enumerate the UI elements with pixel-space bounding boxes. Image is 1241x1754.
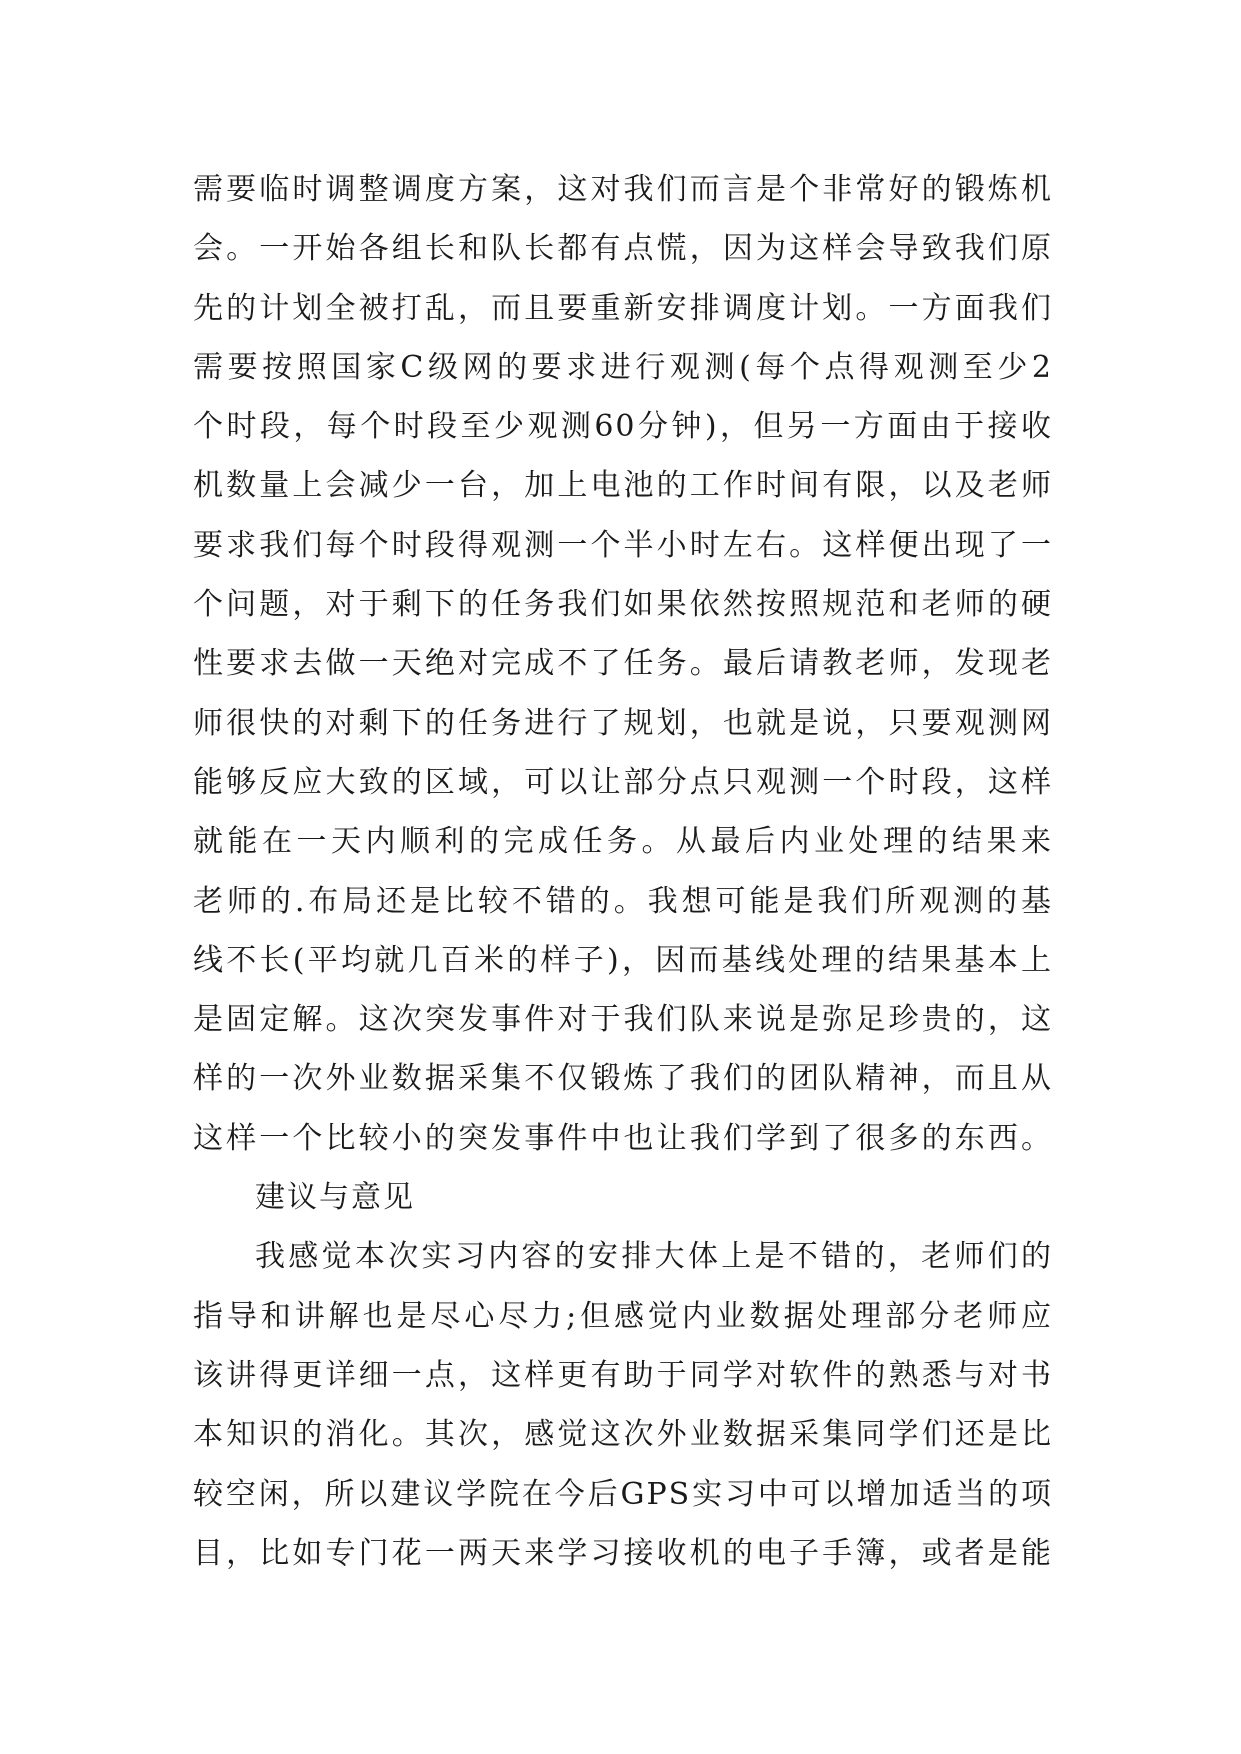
text-line: 要求我们每个时段得观测一个半小时左右。这样便出现了一 — [193, 527, 1053, 563]
text-line: 较空闲，所以建议学院在今后GPS实习中可以增加适当的项 — [193, 1476, 1053, 1512]
text-line: 线不长(平均就几百米的样子)，因而基线处理的结果基本上 — [193, 942, 1053, 978]
text-line: 是固定解。这次突发事件对于我们队来说是弥足珍贵的，这 — [193, 1002, 1053, 1038]
text-line: 样的一次外业数据采集不仅锻炼了我们的团队精神，而且从 — [193, 1061, 1053, 1097]
text-line: 指导和讲解也是尽心尽力;但感觉内业数据处理部分老师应 — [193, 1298, 1053, 1334]
text-line: 性要求去做一天绝对完成不了任务。最后请教老师，发现老 — [193, 646, 1053, 682]
text-line: 需要按照国家C级网的要求进行观测(每个点得观测至少2 — [193, 349, 1053, 385]
text-line: 我感觉本次实习内容的安排大体上是不错的，老师们的 — [255, 1239, 1053, 1275]
text-line: 目，比如专门花一两天来学习接收机的电子手簿，或者是能 — [193, 1535, 1053, 1571]
text-line: 这样一个比较小的突发事件中也让我们学到了很多的东西。 — [193, 1120, 1053, 1156]
text-line: 先的计划全被打乱，而且要重新安排调度计划。一方面我们 — [193, 290, 1053, 326]
text-line: 会。一开始各组长和队长都有点慌，因为这样会导致我们原 — [193, 231, 1053, 267]
text-line: 师很快的对剩下的任务进行了规划，也就是说，只要观测网 — [193, 705, 1053, 741]
text-line: 本知识的消化。其次，感觉这次外业数据采集同学们还是比 — [193, 1417, 1053, 1453]
text-line: 该讲得更详细一点，这样更有助于同学对软件的熟悉与对书 — [193, 1357, 1053, 1393]
section-heading: 建议与意见 — [255, 1180, 415, 1216]
text-line: 能够反应大致的区域，可以让部分点只观测一个时段，这样 — [193, 764, 1053, 800]
body-text — [193, 160, 1053, 1583]
text-line: 就能在一天内顺利的完成任务。从最后内业处理的结果来 — [193, 824, 1053, 860]
text-line: 老师的.布局还是比较不错的。我想可能是我们所观测的基 — [193, 883, 1053, 919]
text-line: 个问题，对于剩下的任务我们如果依然按照规范和老师的硬 — [193, 587, 1053, 623]
text-line: 个时段，每个时段至少观测60分钟)，但另一方面由于接收 — [193, 409, 1053, 445]
text-line: 需要临时调整调度方案，这对我们而言是个非常好的锻炼机 — [193, 172, 1053, 207]
text-line: 机数量上会减少一台，加上电池的工作时间有限，以及老师 — [193, 468, 1053, 504]
